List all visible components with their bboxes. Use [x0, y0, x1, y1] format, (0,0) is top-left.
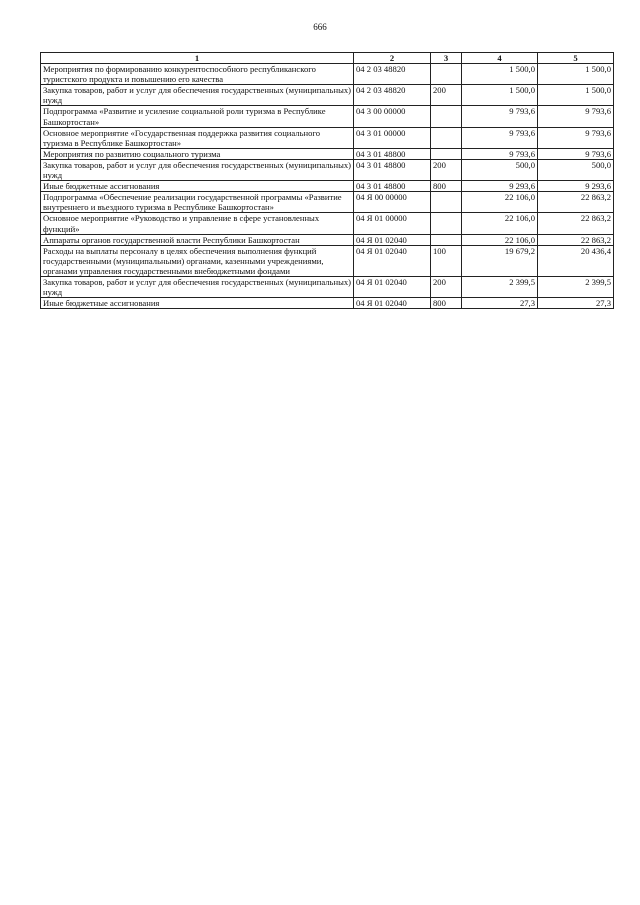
row-expense-type-cell: 200 [431, 85, 462, 106]
row-expense-type-cell [431, 234, 462, 245]
row-amount-1-cell: 1 500,0 [462, 64, 538, 85]
header-col-3: 3 [431, 53, 462, 64]
row-name-cell: Закупка товаров, работ и услуг для обеспечения государственных (муниципальных) нужд [41, 159, 354, 180]
row-expense-type-cell [431, 64, 462, 85]
row-amount-1-cell: 500,0 [462, 159, 538, 180]
row-amount-1-cell: 19 679,2 [462, 245, 538, 276]
row-expense-type-cell [431, 213, 462, 234]
row-amount-1-cell: 9 293,6 [462, 181, 538, 192]
row-name-cell: Закупка товаров, работ и услуг для обеспечения государственных (муниципальных) нужд [41, 85, 354, 106]
row-amount-2-cell: 9 793,6 [538, 106, 614, 127]
row-amount-1-cell: 9 793,6 [462, 127, 538, 148]
table-row [41, 148, 614, 159]
table-row [41, 85, 614, 106]
table-row [41, 159, 614, 180]
row-code-cell: 04 Я 00 00000 [354, 192, 431, 213]
row-amount-2-cell: 9 293,6 [538, 181, 614, 192]
row-code-cell: 04 Я 01 00000 [354, 213, 431, 234]
table-row [41, 181, 614, 192]
row-amount-2-cell: 20 436,4 [538, 245, 614, 276]
header-col-1: 1 [41, 53, 354, 64]
row-expense-type-cell: 800 [431, 298, 462, 309]
row-code-cell: 04 Я 01 02040 [354, 276, 431, 297]
row-name-cell: Мероприятия по формированию конкурентоспособного республиканского туристского продукта и повышению его качества [41, 64, 354, 85]
row-amount-2-cell: 22 863,2 [538, 213, 614, 234]
table-row [41, 127, 614, 148]
row-expense-type-cell [431, 148, 462, 159]
row-amount-1-cell: 9 793,6 [462, 148, 538, 159]
row-name-cell: Закупка товаров, работ и услуг для обеспечения государственных (муниципальных) нужд [41, 276, 354, 297]
table-row [41, 276, 614, 297]
row-amount-2-cell: 27,3 [538, 298, 614, 309]
row-amount-2-cell: 1 500,0 [538, 85, 614, 106]
row-amount-2-cell: 2 399,5 [538, 276, 614, 297]
page-number: 666 [313, 22, 327, 32]
table-row [41, 192, 614, 213]
table-row [41, 213, 614, 234]
table-row [41, 64, 614, 85]
row-expense-type-cell: 200 [431, 276, 462, 297]
row-code-cell: 04 3 00 00000 [354, 106, 431, 127]
row-expense-type-cell [431, 192, 462, 213]
row-name-cell: Подпрограмма «Обеспечение реализации государственной программы «Развитие внутреннего и въездного туризма в Республике Башкортостан» [41, 192, 354, 213]
budget-table [40, 52, 614, 309]
row-amount-2-cell: 500,0 [538, 159, 614, 180]
header-col-5: 5 [538, 53, 614, 64]
row-name-cell: Иные бюджетные ассигнования [41, 298, 354, 309]
row-code-cell: 04 Я 01 02040 [354, 245, 431, 276]
row-amount-2-cell: 9 793,6 [538, 148, 614, 159]
table-body [41, 64, 614, 309]
row-code-cell: 04 Я 01 02040 [354, 298, 431, 309]
row-expense-type-cell: 200 [431, 159, 462, 180]
row-amount-2-cell: 22 863,2 [538, 234, 614, 245]
row-code-cell: 04 3 01 48800 [354, 181, 431, 192]
row-amount-2-cell: 22 863,2 [538, 192, 614, 213]
row-amount-1-cell: 22 106,0 [462, 234, 538, 245]
row-amount-1-cell: 22 106,0 [462, 192, 538, 213]
row-expense-type-cell [431, 106, 462, 127]
table-row [41, 245, 614, 276]
row-code-cell: 04 3 01 48800 [354, 148, 431, 159]
row-name-cell: Основное мероприятие «Руководство и управление в сфере установленных функций» [41, 213, 354, 234]
header-row [41, 53, 614, 64]
row-amount-2-cell: 9 793,6 [538, 127, 614, 148]
row-amount-1-cell: 22 106,0 [462, 213, 538, 234]
row-name-cell: Расходы на выплаты персоналу в целях обеспечения выполнения функций государственными (муниципальными) органами, казенными учреждениями, органами управления государственными внебюджетными фондами [41, 245, 354, 276]
row-expense-type-cell: 100 [431, 245, 462, 276]
row-code-cell: 04 3 01 00000 [354, 127, 431, 148]
row-name-cell: Аппараты органов государственной власти Республики Башкортостан [41, 234, 354, 245]
row-expense-type-cell: 800 [431, 181, 462, 192]
row-amount-1-cell: 27,3 [462, 298, 538, 309]
table-row [41, 234, 614, 245]
row-code-cell: 04 Я 01 02040 [354, 234, 431, 245]
row-amount-1-cell: 2 399,5 [462, 276, 538, 297]
row-name-cell: Мероприятия по развитию социального туризма [41, 148, 354, 159]
table-header [41, 53, 614, 64]
row-amount-1-cell: 1 500,0 [462, 85, 538, 106]
row-code-cell: 04 2 03 48820 [354, 85, 431, 106]
header-col-2: 2 [354, 53, 431, 64]
table-row [41, 106, 614, 127]
row-name-cell: Иные бюджетные ассигнования [41, 181, 354, 192]
row-amount-1-cell: 9 793,6 [462, 106, 538, 127]
row-name-cell: Основное мероприятие «Государственная поддержка развития социального туризма в Республике Башкортостан» [41, 127, 354, 148]
header-col-4: 4 [462, 53, 538, 64]
row-code-cell: 04 2 03 48820 [354, 64, 431, 85]
row-code-cell: 04 3 01 48800 [354, 159, 431, 180]
row-expense-type-cell [431, 127, 462, 148]
row-amount-2-cell: 1 500,0 [538, 64, 614, 85]
row-name-cell: Подпрограмма «Развитие и усиление социальной роли туризма в Республике Башкортостан» [41, 106, 354, 127]
table-row [41, 298, 614, 309]
